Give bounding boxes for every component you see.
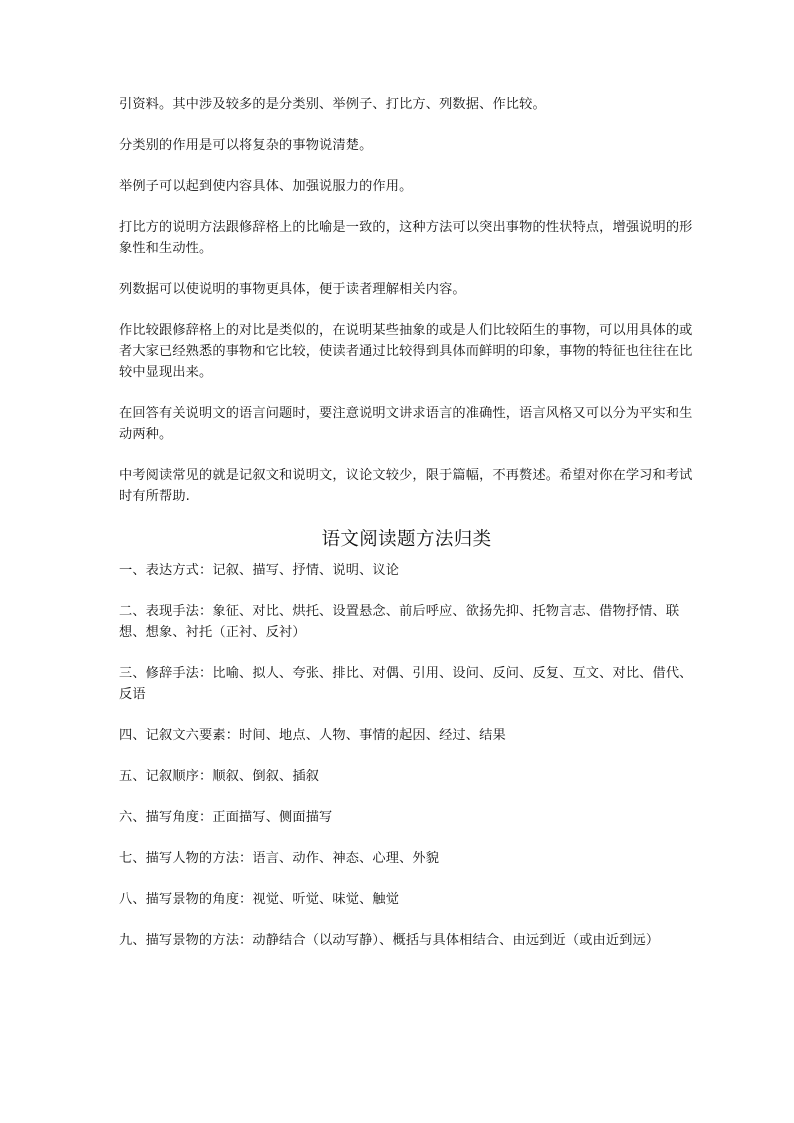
paragraph-classification: 分类别的作用是可以将复杂的事物说清楚。 [119, 138, 373, 153]
paragraph-conclusion: 中考阅读常见的就是记叙文和说明文，议论文较少，限于篇幅，不再赘述。希望对你在学习和考试时有所帮助. [119, 468, 693, 504]
list-item-expression: 一、表达方式：记叙、描写、抒情、说明、议论 [119, 563, 400, 578]
list-item-scenery-method: 九、描写景物的方法：动静结合（以动写静）、概括与具体相结合、由远到近（或由近到远） [119, 933, 660, 948]
paragraph-metaphor: 打比方的说明方法跟修辞格上的比喻是一致的，这种方法可以突出事物的性状特点，增强说明的形象性和生动性。 [119, 220, 693, 256]
paragraph-examples: 举例子可以起到使内容具体、加强说服力的作用。 [119, 179, 413, 194]
list-item-narrative-elements: 四、记叙文六要素：时间、地点、人物、事情的起因、经过、结果 [119, 728, 506, 743]
list-item-rhetoric: 三、修辞手法：比喻、拟人、夸张、排比、对偶、引用、设问、反问、反复、互文、对比、借代、反语 [119, 666, 693, 702]
paragraph-methods-summary: 引资料。其中涉及较多的是分类别、举例子、打比方、列数据、作比较。 [119, 97, 546, 112]
list-item-character-description: 七、描写人物的方法：语言、动作、神态、心理、外貌 [119, 851, 440, 866]
section-title: 语文阅读题方法归类 [321, 529, 492, 550]
list-item-description-angle: 六、描写角度：正面描写、侧面描写 [119, 810, 333, 825]
paragraph-comparison: 作比较跟修辞格上的对比是类似的，在说明某些抽象的或是人们比较陌生的事物，可以用具体的或者大家已经熟悉的事物和它比较，使读者通过比较得到具体而鲜明的印象，事物的特征也往往在比较中显现出来。 [119, 323, 693, 380]
list-item-scenery-angle: 八、描写景物的角度：视觉、听觉、味觉、触觉 [119, 892, 400, 907]
paragraph-data: 列数据可以使说明的事物更具体，便于读者理解相关内容。 [119, 282, 466, 297]
document-body [119, 94, 694, 971]
paragraph-language: 在回答有关说明文的语言问题时，要注意说明文讲求语言的准确性，语言风格又可以分为平实和生动两种。 [119, 406, 693, 442]
list-item-techniques: 二、表现手法：象征、对比、烘托、设置悬念、前后呼应、欲扬先抑、托物言志、借物抒情、联想、想象、衬托（正衬、反衬） [119, 604, 680, 640]
list-item-narrative-order: 五、记叙顺序：顺叙、倒叙、插叙 [119, 769, 320, 784]
